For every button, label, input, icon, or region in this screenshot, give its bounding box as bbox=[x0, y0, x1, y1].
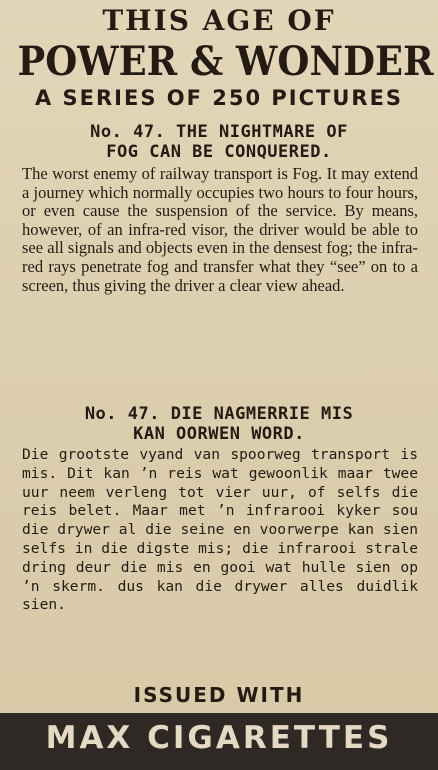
series-title-line2: POWER & WONDER bbox=[17, 38, 434, 85]
issued-with-label: ISSUED WITH bbox=[133, 683, 305, 707]
series-title-line1: THIS AGE OF bbox=[102, 4, 336, 37]
english-title bbox=[0, 122, 438, 162]
english-title-line2: FOG CAN BE CONQUERED. bbox=[106, 142, 332, 162]
english-title-line1: No. 47. THE NIGHTMARE OF bbox=[90, 122, 348, 142]
series-subtitle: A SERIES OF 250 PICTURES bbox=[34, 86, 404, 110]
afrikaans-body-text: Die grootste vyand van spoorweg transport is mis. Dit kan ’n reis wat gewoonlik maar twee uur neem verleng tot vier uur, of selfs die reis belet. Maar met ’n infrarooi kyker sou die drywer al die seine en voorwerpe kan sien selfs in die digste mis; die infrarooi strale dring deur die mis en gooi wat hulle sien op ’n skerm. dus kan die drywer alles duidlik sien. bbox=[22, 446, 418, 614]
afrikaans-title-line2: KAN OORWEN WORD. bbox=[133, 424, 305, 444]
afrikaans-title bbox=[0, 404, 438, 444]
afrikaans-title-line1: No. 47. DIE NAGMERRIE MIS bbox=[84, 404, 354, 424]
brand-name: MAX CIGARETTES bbox=[45, 720, 393, 756]
english-body-text: The worst enemy of railway transport is Fog. It may extend a journey which normally occupies two hours to four hours, or even cause the suspension of the service. By means, however, of an infra-red visor, the driver would be able to see all signals and objects even in the densest fog; the infra-red rays penetrate fog and transfer what they “see” on to a screen, thus giving the driver a clear view ahead. bbox=[22, 164, 418, 295]
